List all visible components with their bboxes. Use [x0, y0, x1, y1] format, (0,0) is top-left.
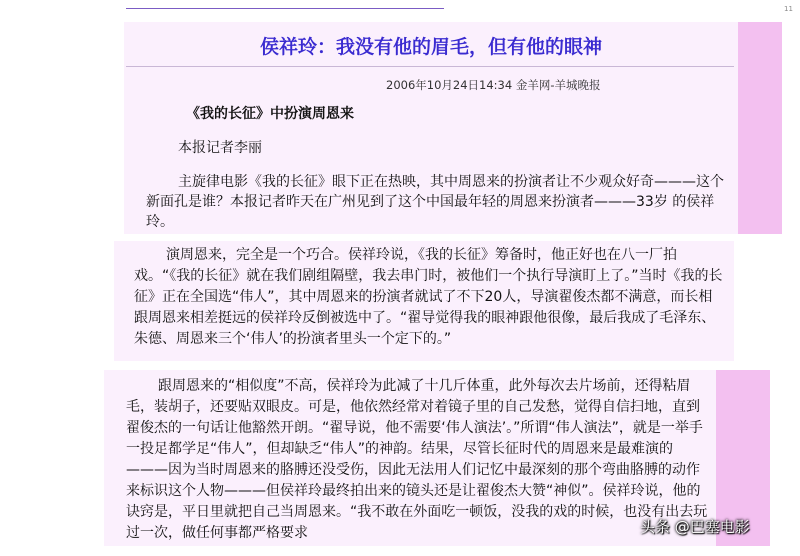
side-bar-top: [738, 22, 782, 234]
title-divider: [126, 66, 734, 67]
article-reporter: 本报记者李丽: [178, 140, 262, 156]
article-paragraph: 演周恩来，完全是一个巧合。侯祥玲说，《我的长征》筹备时，他正好也在八一厂拍戏。“《我的长征》就在我们剧组隔壁，我去串门时，被他们一个执行导演盯上了。”当时《我的长征》正在全国选“伟人”，其中周恩来的扮演者就试了不下20人，导演翟俊杰都不满意，而长相跟周恩来相差挺远的侯祥玲反倒被选中了。“翟导觉得我的眼神跟他很像，最后我成了毛泽东、朱德、周恩来三个‘伟人’的扮演者里头一个定下的。”: [134, 247, 723, 347]
top-rule: [126, 8, 444, 9]
article-heading: 《我的长征》中扮演周恩来: [186, 106, 354, 122]
watermark: 头条 @巴塞电影: [640, 518, 750, 536]
article-paragraph: 主旋律电影《我的长征》眼下正在热映，其中周恩来的扮演者让不少观众好奇———这个新面孔是谁？本报记者昨天在广州见到了这个中国最年轻的周恩来扮演者———33岁 的侯祥玲。: [146, 174, 724, 230]
article-paragraph: 跟周恩来的“相似度”不高，侯祥玲为此减了十几斤体重，此外每次去片场前，还得粘眉毛，装胡子，还要贴双眼皮。可是，他依然经常对着镜子里的自己发愁，觉得自信扫地，直到翟俊杰的一句话让他豁然开朗。“翟导说，他不需要‘伟人演法’。”所谓“伟人演法”，就是一举手一投足都学足“伟人”，但却缺乏“伟人”的神韵。结果，尽管长征时代的周恩来是最难演的———因为当时周恩来的胳膊还没受伤，因此无法用人们记忆中最深刻的那个弯曲胳膊的动作来标识这个人物———但侯祥玲最终拍出来的镜头还是让翟俊杰大赞“神似”。侯祥玲说，他的诀窍是，平日里就把自己当周恩来。“我不敢在外面吃一顿饭，没我的戏的时候，也没有出去玩过一次，做任何事都严格要求: [126, 378, 708, 541]
article-byline: 2006年10月24日14:34 金羊网-羊城晚报: [386, 78, 601, 92]
corner-mark: 11: [784, 5, 793, 13]
article-title: 侯祥玲：我没有他的眉毛，但有他的眼神: [259, 36, 602, 58]
